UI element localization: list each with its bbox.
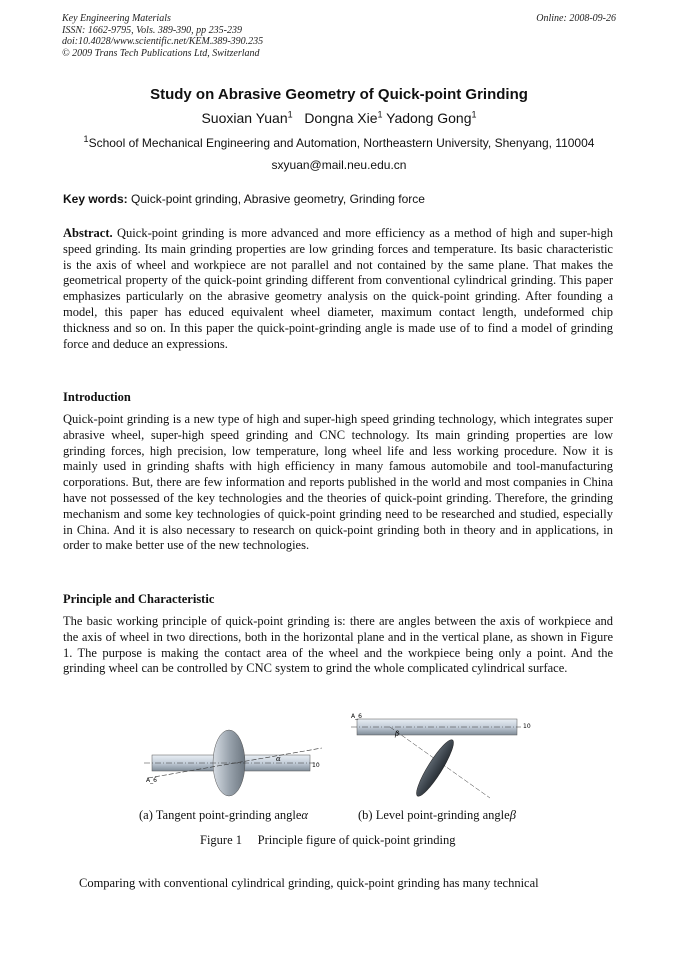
abstract [63,226,613,352]
copyright-line: © 2009 Trans Tech Publications Ltd, Switzerland [62,47,260,59]
label-alpha: α [276,755,281,763]
caption-a-symbol: α [301,808,308,822]
abstract-label: Abstract. [63,226,113,240]
caption-b [358,808,516,823]
abstract-text: Quick-point grinding is more advanced and more efficiency as a method of high and super-high speed grinding. Its main grinding properties are low grinding forces and temperature. Its basic characteristic is the axis of wheel and workpiece are not parallel and not contained by the same plane. That makes the geometrical property of the quick-point grinding different from conventional cylindrical grinding. This paper emphasizes particularly on the abrasive geometry analysis on the quick-point grinding. After founding a model, this paper has educed equivalent wheel diameter, maximum contact length, undeformed chip thickness and so on. In this paper the quick-point-grinding angle is made use of to find a model of grinding force and deduce an expressions. [63,226,614,351]
label-a6: A_6 [351,713,362,720]
caption-b-text: (b) Level point-grinding angle [358,808,510,822]
author-sup: 1 [287,109,293,120]
author-email[interactable]: sxyuan@mail.neu.edu.cn [271,158,407,172]
label-10: 10 [312,762,320,769]
introduction-heading: Introduction [63,390,131,404]
caption-a [139,808,308,823]
journal-name: Key Engineering Materials [62,13,171,24]
figure-b-diagram [345,708,545,803]
author-name: Yadong Gong [386,110,472,126]
doi-line: doi:10.4028/www.scientific.net/KEM.389-390.235 [62,36,264,47]
caption-a-text: (a) Tangent point-grinding angle [139,808,302,822]
online-date: Online: 2008-09-26 [536,13,616,24]
principle-text: The basic working principle of quick-point grinding is: there are angles between the axis of workpiece and the axis of wheel in two directions, both in the horizontal plane and in the vertical plane, as shown in Figure 1. The purpose is making the contact area of the wheel and the workpiece being only a point. And the grinding wheel can be controlled by CNC system to grind the whole complicated cylindrical surface. [63,614,613,676]
figure-a-diagram [140,720,340,800]
figure-caption: Figure 1 Principle figure of quick-point grinding [200,833,456,847]
author-name: Dongna Xie [304,110,378,126]
affiliation-text: School of Mechanical Engineering and Automation, Northeastern University, Shenyang, 110004 [88,136,595,150]
author-list [0,110,678,126]
keywords-text: Quick-point grinding, Abrasive geometry, Grinding force [131,192,425,206]
affiliation [0,136,678,150]
body-last-line: Comparing with conventional cylindrical grinding, quick-point grinding has many technical [79,876,539,890]
paper-title: Study on Abrasive Geometry of Quick-point Grinding [150,86,528,103]
issn-line: ISSN: 1662-9795, Vols. 389-390, pp 235-239 [62,24,242,36]
label-beta: β [395,730,400,738]
keywords-label: Key words: [63,192,128,206]
author-sup: 1 [471,109,477,120]
journal-header [62,13,263,59]
affiliation-sup: 1 [83,134,89,144]
introduction-text: Quick-point grinding is a new type of high and super-high speed grinding technology, which integrates super abrasive wheel, super-high speed grinding and CNC technology. Its main grinding properties are low grinding forces, high precision, low temperature, long wheel life and less working procedure. Now it is mainly used in grinding shafts with high efficiency in many famous automobile and tool-manufacturing corporations. But, there are few information and reports published in the world and most companies in China have not possessed of the key technologies and the theories of quick-point grinding. Therefore, the grinding mechanism and some key technologies of quick-point grinding need to be researched and studied, especially in China. And it is also necessary to research on quick-point grinding both in theory and in applications, in order to make better use of the new technologies. [63,412,613,553]
label-10: 10 [523,723,531,730]
grinding-wheel [412,736,459,799]
principle-heading: Principle and Characteristic [63,592,215,606]
keywords [63,192,425,206]
author-name: Suoxian Yuan [201,110,288,126]
author-sup: 1 [377,109,383,120]
caption-b-symbol: β [509,808,516,822]
label-a6: A_6 [146,777,157,784]
